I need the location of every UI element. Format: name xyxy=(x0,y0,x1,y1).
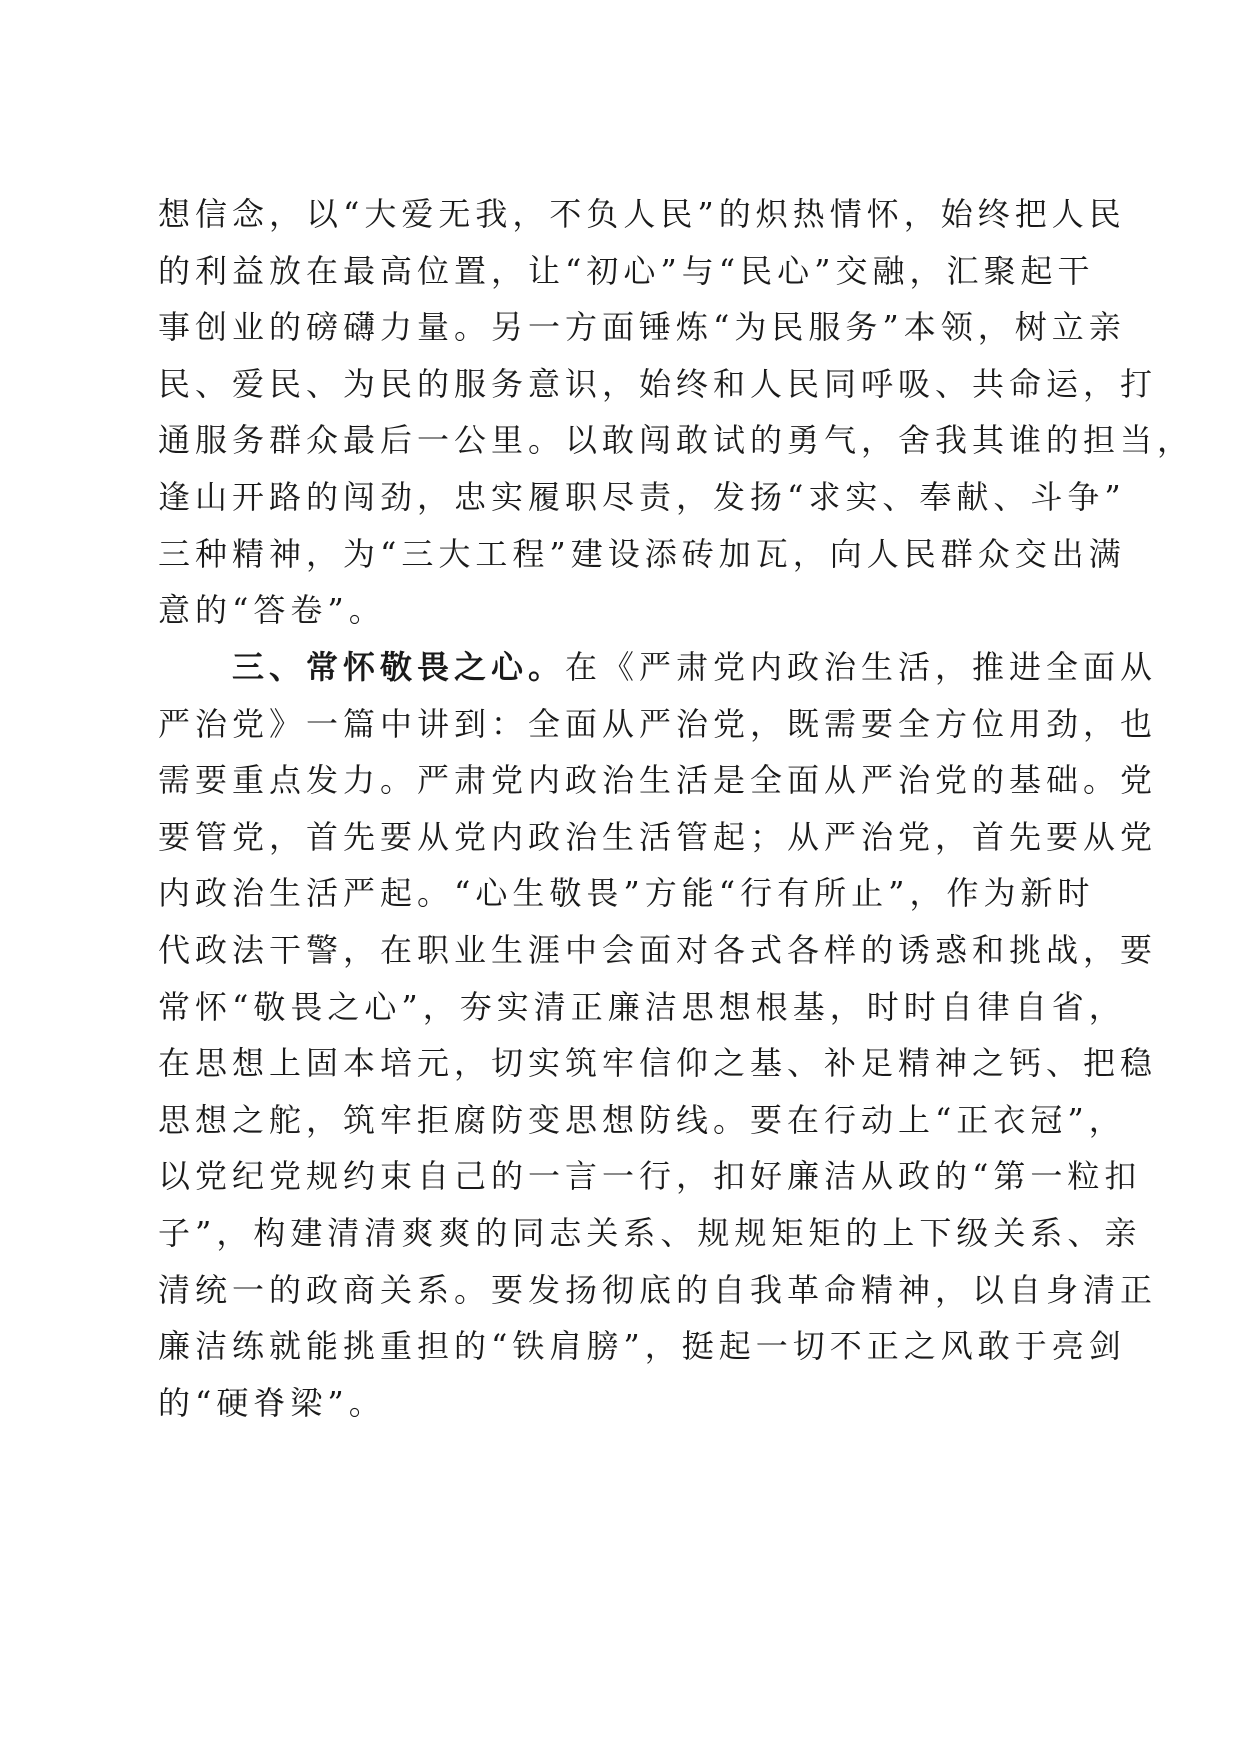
paragraph-line: 内政治生活严起。“心生敬畏”方能“行有所止”，作为新时 xyxy=(158,874,1095,913)
paragraph-line: 思想之舵，筑牢拒腐防变思想防线。要在行动上“正衣冠”， xyxy=(158,1100,1126,1139)
paragraph-line: 的利益放在最高位置，让“初心”与“民心”交融，汇聚起干 xyxy=(158,251,1095,290)
paragraph-line: 清统一的政商关系。要发扬彻底的自我革命精神，以自身清正 xyxy=(158,1270,1158,1309)
paragraph-line: 要管党，首先要从党内政治生活管起；从严治党，首先要从党 xyxy=(158,817,1158,856)
paragraph-line: 子”，构建清清爽爽的同志关系、规规矩矩的上下级关系、亲 xyxy=(158,1213,1142,1252)
paragraph-line: 常怀“敬畏之心”，夯实清正廉洁思想根基，时时自律自省， xyxy=(158,987,1126,1026)
paragraph-first-line xyxy=(158,639,1158,696)
paragraph-line: 的“硬脊梁”。 xyxy=(158,1383,386,1422)
paragraph-2 xyxy=(158,639,1158,1431)
paragraph-line: 三种精神，为“三大工程”建设添砖加瓦，向人民群众交出满 xyxy=(158,534,1126,573)
paragraph-line: 严治党》一篇中讲到：全面从严治党，既需要全方位用劲，也 xyxy=(158,704,1158,743)
paragraph-line: 民、爱民、为民的服务意识，始终和人民同呼吸、共命运，打 xyxy=(158,364,1158,403)
paragraph-line: 以党纪党规约束自己的一言一行，扣好廉洁从政的“第一粒扣 xyxy=(158,1157,1142,1196)
paragraph-line: 代政法干警，在职业生涯中会面对各式各样的诱惑和挑战，要 xyxy=(158,930,1158,969)
paragraph-line-text: 在《严肃党内政治生活，推进全面从 xyxy=(565,648,1158,686)
paragraph-line: 逢山开路的闯劲，忠实履职尽责，发扬“求实、奉献、斗争” xyxy=(158,477,1126,516)
paragraph-line: 事创业的磅礴力量。另一方面锤炼“为民服务”本领，树立亲 xyxy=(158,308,1126,347)
paragraph-line: 通服务群众最后一公里。以敢闯敢试的勇气，舍我其谁的担当， xyxy=(158,421,1195,460)
paragraph-line: 意的“答卷”。 xyxy=(158,591,386,630)
paragraph-line: 想信念，以“大爱无我，不负人民”的炽热情怀，始终把人民 xyxy=(158,195,1126,233)
paragraph-line: 廉洁练就能挑重担的“铁肩膀”，挺起一切不正之风敢于亮剑 xyxy=(158,1327,1126,1366)
paragraph-line: 需要重点发力。严肃党内政治生活是全面从严治党的基础。党 xyxy=(158,761,1158,800)
section-heading: 三、常怀敬畏之心。 xyxy=(232,648,566,686)
paragraph-1 xyxy=(158,186,1195,639)
paragraph-line: 在思想上固本培元，切实筑牢信仰之基、补足精神之钙、把稳 xyxy=(158,1044,1158,1083)
